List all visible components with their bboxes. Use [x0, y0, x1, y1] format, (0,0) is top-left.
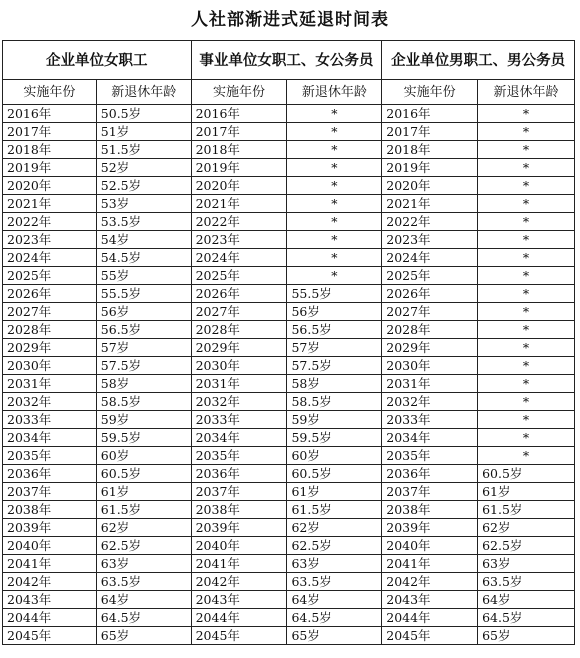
- age-cell-public-female: 56岁: [287, 303, 382, 321]
- year-cell: 2037年: [382, 483, 478, 501]
- age-cell-public-female: *: [287, 249, 382, 267]
- table-row: [3, 537, 575, 555]
- year-cell: 2023年: [191, 231, 287, 249]
- year-cell: 2023年: [382, 231, 478, 249]
- year-cell: 2029年: [3, 339, 97, 357]
- age-cell-enterprise-female: 52岁: [96, 159, 191, 177]
- year-cell: 2039年: [382, 519, 478, 537]
- column-header-age: 新退休年龄: [287, 80, 382, 105]
- age-cell-male: *: [478, 303, 575, 321]
- age-cell-enterprise-female: 64.5岁: [96, 609, 191, 627]
- table-row: [3, 501, 575, 519]
- year-cell: 2019年: [3, 159, 97, 177]
- year-cell: 2043年: [191, 591, 287, 609]
- year-cell: 2028年: [382, 321, 478, 339]
- year-cell: 2035年: [191, 447, 287, 465]
- age-cell-male: 64岁: [478, 591, 575, 609]
- age-cell-enterprise-female: 58.5岁: [96, 393, 191, 411]
- year-cell: 2042年: [382, 573, 478, 591]
- year-cell: 2044年: [3, 609, 97, 627]
- column-header-year: 实施年份: [3, 80, 97, 105]
- year-cell: 2042年: [3, 573, 97, 591]
- age-cell-enterprise-female: 55.5岁: [96, 285, 191, 303]
- group-header-male: 企业单位男职工、男公务员: [382, 41, 575, 80]
- table-row: [3, 393, 575, 411]
- year-cell: 2039年: [3, 519, 97, 537]
- age-cell-public-female: 63岁: [287, 555, 382, 573]
- year-cell: 2022年: [382, 213, 478, 231]
- group-header-enterprise-female: 企业单位女职工: [3, 41, 192, 80]
- year-cell: 2041年: [382, 555, 478, 573]
- age-cell-male: 62岁: [478, 519, 575, 537]
- age-cell-enterprise-female: 56岁: [96, 303, 191, 321]
- age-cell-enterprise-female: 60岁: [96, 447, 191, 465]
- year-cell: 2044年: [382, 609, 478, 627]
- age-cell-male: *: [478, 321, 575, 339]
- year-cell: 2022年: [3, 213, 97, 231]
- year-cell: 2021年: [3, 195, 97, 213]
- table-row: [3, 519, 575, 537]
- year-cell: 2045年: [191, 627, 287, 645]
- year-cell: 2019年: [382, 159, 478, 177]
- age-cell-public-female: *: [287, 105, 382, 123]
- group-header-row: [3, 41, 575, 80]
- year-cell: 2038年: [382, 501, 478, 519]
- age-cell-male: *: [478, 249, 575, 267]
- year-cell: 2016年: [191, 105, 287, 123]
- table-row: [3, 555, 575, 573]
- age-cell-public-female: 62岁: [287, 519, 382, 537]
- table-row: [3, 573, 575, 591]
- column-header-year: 实施年份: [382, 80, 478, 105]
- age-cell-enterprise-female: 51岁: [96, 123, 191, 141]
- year-cell: 2026年: [382, 285, 478, 303]
- age-cell-male: *: [478, 105, 575, 123]
- age-cell-male: 63岁: [478, 555, 575, 573]
- age-cell-male: 60.5岁: [478, 465, 575, 483]
- year-cell: 2041年: [3, 555, 97, 573]
- table-row: [3, 177, 575, 195]
- year-cell: 2033年: [191, 411, 287, 429]
- age-cell-public-female: *: [287, 159, 382, 177]
- year-cell: 2029年: [382, 339, 478, 357]
- year-cell: 2024年: [191, 249, 287, 267]
- year-cell: 2035年: [382, 447, 478, 465]
- year-cell: 2038年: [191, 501, 287, 519]
- age-cell-enterprise-female: 57.5岁: [96, 357, 191, 375]
- age-cell-enterprise-female: 57岁: [96, 339, 191, 357]
- table-row: [3, 339, 575, 357]
- year-cell: 2032年: [3, 393, 97, 411]
- year-cell: 2016年: [3, 105, 97, 123]
- year-cell: 2018年: [382, 141, 478, 159]
- age-cell-male: *: [478, 447, 575, 465]
- age-cell-male: 62.5岁: [478, 537, 575, 555]
- year-cell: 2037年: [191, 483, 287, 501]
- table-row: [3, 303, 575, 321]
- year-cell: 2025年: [191, 267, 287, 285]
- year-cell: 2028年: [191, 321, 287, 339]
- page-title: 人社部渐进式延退时间表: [191, 10, 389, 30]
- year-cell: 2021年: [382, 195, 478, 213]
- sub-header-row: [3, 80, 575, 105]
- year-cell: 2020年: [3, 177, 97, 195]
- year-cell: 2018年: [191, 141, 287, 159]
- age-cell-enterprise-female: 55岁: [96, 267, 191, 285]
- year-cell: 2025年: [382, 267, 478, 285]
- table-row: [3, 357, 575, 375]
- age-cell-enterprise-female: 64岁: [96, 591, 191, 609]
- table-row: [3, 267, 575, 285]
- year-cell: 2034年: [382, 429, 478, 447]
- year-cell: 2031年: [3, 375, 97, 393]
- age-cell-public-female: *: [287, 267, 382, 285]
- year-cell: 2022年: [191, 213, 287, 231]
- year-cell: 2040年: [382, 537, 478, 555]
- year-cell: 2025年: [3, 267, 97, 285]
- year-cell: 2043年: [3, 591, 97, 609]
- age-cell-male: *: [478, 357, 575, 375]
- age-cell-male: 65岁: [478, 627, 575, 645]
- year-cell: 2021年: [191, 195, 287, 213]
- age-cell-male: *: [478, 195, 575, 213]
- age-cell-male: *: [478, 393, 575, 411]
- year-cell: 2024年: [3, 249, 97, 267]
- year-cell: 2023年: [3, 231, 97, 249]
- table-row: [3, 141, 575, 159]
- year-cell: 2031年: [382, 375, 478, 393]
- table-row: [3, 249, 575, 267]
- column-header-age: 新退休年龄: [478, 80, 575, 105]
- year-cell: 2045年: [382, 627, 478, 645]
- year-cell: 2039年: [191, 519, 287, 537]
- age-cell-public-female: 57岁: [287, 339, 382, 357]
- table-row: [3, 285, 575, 303]
- year-cell: 2024年: [382, 249, 478, 267]
- age-cell-male: *: [478, 159, 575, 177]
- age-cell-male: *: [478, 375, 575, 393]
- table-row: [3, 483, 575, 501]
- age-cell-enterprise-female: 65岁: [96, 627, 191, 645]
- year-cell: 2017年: [3, 123, 97, 141]
- year-cell: 2020年: [382, 177, 478, 195]
- age-cell-enterprise-female: 56.5岁: [96, 321, 191, 339]
- year-cell: 2027年: [382, 303, 478, 321]
- table-row: [3, 465, 575, 483]
- age-cell-male: *: [478, 429, 575, 447]
- year-cell: 2030年: [191, 357, 287, 375]
- age-cell-public-female: *: [287, 231, 382, 249]
- year-cell: 2042年: [191, 573, 287, 591]
- age-cell-public-female: 56.5岁: [287, 321, 382, 339]
- year-cell: 2026年: [191, 285, 287, 303]
- age-cell-public-female: 65岁: [287, 627, 382, 645]
- age-cell-public-female: *: [287, 195, 382, 213]
- age-cell-enterprise-female: 54岁: [96, 231, 191, 249]
- year-cell: 2029年: [191, 339, 287, 357]
- age-cell-enterprise-female: 63.5岁: [96, 573, 191, 591]
- year-cell: 2016年: [382, 105, 478, 123]
- year-cell: 2017年: [191, 123, 287, 141]
- year-cell: 2040年: [191, 537, 287, 555]
- year-cell: 2027年: [3, 303, 97, 321]
- table-row: [3, 375, 575, 393]
- age-cell-public-female: 64岁: [287, 591, 382, 609]
- age-cell-male: *: [478, 177, 575, 195]
- year-cell: 2017年: [382, 123, 478, 141]
- year-cell: 2034年: [191, 429, 287, 447]
- table-row: [3, 609, 575, 627]
- year-cell: 2044年: [191, 609, 287, 627]
- year-cell: 2033年: [382, 411, 478, 429]
- age-cell-male: 63.5岁: [478, 573, 575, 591]
- age-cell-public-female: 58.5岁: [287, 393, 382, 411]
- age-cell-public-female: 59.5岁: [287, 429, 382, 447]
- year-cell: 2026年: [3, 285, 97, 303]
- table-row: [3, 627, 575, 645]
- age-cell-enterprise-female: 63岁: [96, 555, 191, 573]
- retirement-age-table: [2, 40, 575, 645]
- age-cell-enterprise-female: 54.5岁: [96, 249, 191, 267]
- year-cell: 2030年: [3, 357, 97, 375]
- age-cell-enterprise-female: 59.5岁: [96, 429, 191, 447]
- age-cell-enterprise-female: 51.5岁: [96, 141, 191, 159]
- age-cell-public-female: *: [287, 213, 382, 231]
- age-cell-public-female: 63.5岁: [287, 573, 382, 591]
- age-cell-enterprise-female: 59岁: [96, 411, 191, 429]
- age-cell-enterprise-female: 62.5岁: [96, 537, 191, 555]
- table-row: [3, 321, 575, 339]
- age-cell-public-female: 60.5岁: [287, 465, 382, 483]
- year-cell: 2040年: [3, 537, 97, 555]
- table-row: [3, 591, 575, 609]
- year-cell: 2038年: [3, 501, 97, 519]
- age-cell-public-female: 60岁: [287, 447, 382, 465]
- table-body: [3, 105, 575, 645]
- age-cell-enterprise-female: 62岁: [96, 519, 191, 537]
- table-row: [3, 123, 575, 141]
- age-cell-enterprise-female: 52.5岁: [96, 177, 191, 195]
- year-cell: 2019年: [191, 159, 287, 177]
- year-cell: 2036年: [191, 465, 287, 483]
- age-cell-public-female: 61岁: [287, 483, 382, 501]
- table-row: [3, 411, 575, 429]
- year-cell: 2036年: [3, 465, 97, 483]
- age-cell-public-female: *: [287, 177, 382, 195]
- age-cell-male: 61.5岁: [478, 501, 575, 519]
- age-cell-male: *: [478, 411, 575, 429]
- age-cell-enterprise-female: 53岁: [96, 195, 191, 213]
- age-cell-enterprise-female: 58岁: [96, 375, 191, 393]
- age-cell-enterprise-female: 53.5岁: [96, 213, 191, 231]
- age-cell-male: *: [478, 213, 575, 231]
- age-cell-public-female: *: [287, 141, 382, 159]
- year-cell: 2043年: [382, 591, 478, 609]
- age-cell-enterprise-female: 60.5岁: [96, 465, 191, 483]
- table-row: [3, 447, 575, 465]
- age-cell-enterprise-female: 61.5岁: [96, 501, 191, 519]
- age-cell-public-female: 61.5岁: [287, 501, 382, 519]
- year-cell: 2032年: [382, 393, 478, 411]
- age-cell-male: 64.5岁: [478, 609, 575, 627]
- age-cell-public-female: 55.5岁: [287, 285, 382, 303]
- table-row: [3, 105, 575, 123]
- column-header-age: 新退休年龄: [96, 80, 191, 105]
- age-cell-male: *: [478, 267, 575, 285]
- column-header-year: 实施年份: [191, 80, 287, 105]
- age-cell-public-female: 57.5岁: [287, 357, 382, 375]
- table-row: [3, 213, 575, 231]
- year-cell: 2033年: [3, 411, 97, 429]
- year-cell: 2031年: [191, 375, 287, 393]
- age-cell-public-female: 58岁: [287, 375, 382, 393]
- age-cell-enterprise-female: 61岁: [96, 483, 191, 501]
- year-cell: 2030年: [382, 357, 478, 375]
- year-cell: 2032年: [191, 393, 287, 411]
- group-header-public-female: 事业单位女职工、女公务员: [191, 41, 382, 80]
- year-cell: 2028年: [3, 321, 97, 339]
- year-cell: 2018年: [3, 141, 97, 159]
- year-cell: 2037年: [3, 483, 97, 501]
- year-cell: 2036年: [382, 465, 478, 483]
- age-cell-male: *: [478, 231, 575, 249]
- age-cell-male: 61岁: [478, 483, 575, 501]
- year-cell: 2027年: [191, 303, 287, 321]
- table-row: [3, 159, 575, 177]
- age-cell-male: *: [478, 141, 575, 159]
- year-cell: 2034年: [3, 429, 97, 447]
- age-cell-public-female: 64.5岁: [287, 609, 382, 627]
- year-cell: 2020年: [191, 177, 287, 195]
- age-cell-male: *: [478, 339, 575, 357]
- year-cell: 2041年: [191, 555, 287, 573]
- age-cell-public-female: *: [287, 123, 382, 141]
- age-cell-male: *: [478, 123, 575, 141]
- table-row: [3, 429, 575, 447]
- table-row: [3, 231, 575, 249]
- year-cell: 2045年: [3, 627, 97, 645]
- age-cell-public-female: 62.5岁: [287, 537, 382, 555]
- age-cell-male: *: [478, 285, 575, 303]
- year-cell: 2035年: [3, 447, 97, 465]
- table-row: [3, 195, 575, 213]
- age-cell-enterprise-female: 50.5岁: [96, 105, 191, 123]
- age-cell-public-female: 59岁: [287, 411, 382, 429]
